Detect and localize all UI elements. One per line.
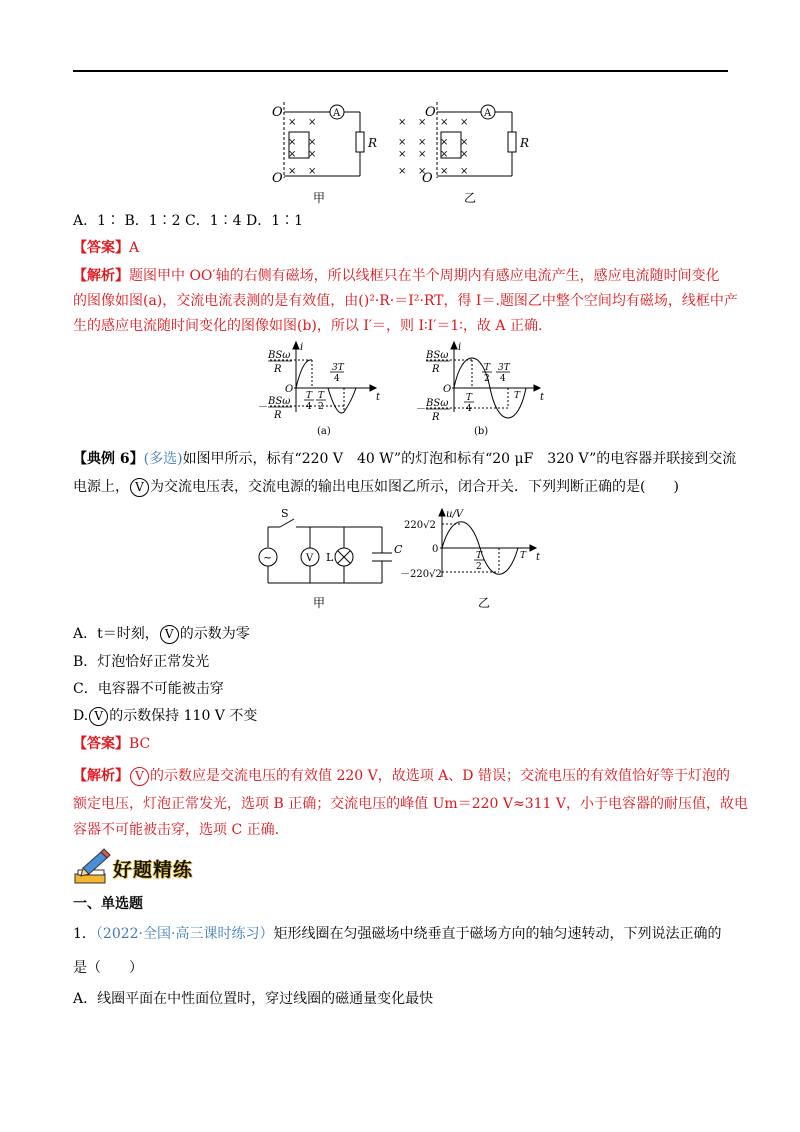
label-o-prime-right: O — [422, 171, 433, 186]
svg-text:×: × — [418, 137, 427, 148]
analysis-1-line-2: 的图像如图(a)，交流电流表测的是有效值，由()²·R·＝I²·RT，得 I＝.题图乙中整个空间均有磁场，线框中产 — [73, 293, 738, 309]
magnetic-field-crosses-right — [398, 117, 468, 177]
graph-a-3t: 3T — [332, 363, 344, 373]
label-o-bottom-left: O — [272, 171, 283, 186]
graph-b-two: 2 — [484, 374, 490, 384]
option-a-text: t＝时刻， — [97, 626, 159, 642]
voltmeter-symbol: V — [89, 707, 108, 726]
graph-b-bsw-top: BSω — [426, 350, 449, 361]
svg-text:×: × — [440, 117, 449, 128]
analysis-text: 题图甲中 OO′轴的右侧有磁场，所以线框只在半个周期内有感应电流产生，感应电流随时间变化 — [129, 268, 720, 284]
example-6-text-b: 为交流电压表，交流电源的输出电压如图乙所示，闭合开关．下列判断正确的是( ) — [150, 479, 679, 495]
svg-text:×: × — [398, 137, 407, 148]
svg-text:×: × — [460, 137, 469, 148]
graph-b-t-half: T — [484, 363, 491, 373]
example-6-text: 如图甲所示，标有“220 V 40 W”的灯泡和标有“20 μF 320 V”的电容器并联接到交流 — [182, 451, 737, 467]
caption-a: (a) — [317, 426, 331, 437]
graph-b-four-b: 4 — [500, 374, 506, 384]
question-1-option-a: A．线圈平面在中性面位置时，穿过线圈的磁通量变化最快 — [73, 991, 434, 1007]
voltage-t-half: T — [476, 551, 483, 561]
option-a-prefix: A． — [73, 626, 98, 642]
example-6-tag: 【典例 6】 — [73, 451, 144, 467]
answer-tag: 【答案】 — [73, 240, 129, 256]
graph-a-origin: O — [285, 384, 294, 395]
svg-text:×: × — [418, 166, 427, 177]
svg-text:×: × — [440, 149, 449, 160]
analysis-2-line-1 — [73, 766, 730, 786]
label-o-top-right: O — [425, 105, 436, 120]
caption-b: (b) — [474, 426, 489, 437]
analysis-tag: 【解析】 — [73, 768, 129, 784]
svg-text:×: × — [308, 117, 317, 128]
answer-value: BC — [129, 736, 151, 752]
graph-a-r-bottom: R — [274, 410, 282, 421]
svg-text:×: × — [308, 166, 317, 177]
svg-text:×: × — [398, 149, 407, 160]
question-number: 1． — [73, 926, 96, 942]
option-d-text: 的示数保持 110 V 不变 — [109, 708, 258, 724]
option-6-b: B．灯泡恰好正常发光 — [73, 654, 210, 670]
svg-text:×: × — [288, 137, 297, 148]
graph-b-neg: － — [416, 404, 426, 415]
caption-yi-fig1: 乙 — [464, 191, 477, 205]
graph-a-r-top: R — [274, 364, 282, 375]
figure-ac-circuit-and-voltage — [0, 505, 800, 620]
answer-1 — [73, 238, 139, 258]
multi-choice-tag: (多选) — [143, 451, 183, 467]
figure-current-graphs — [0, 340, 800, 440]
analysis-1-line-1 — [73, 266, 720, 286]
graph-a-two: 2 — [318, 402, 324, 412]
switch-label: S — [281, 507, 289, 520]
graph-b-bsw-bottom: BSω — [426, 398, 449, 409]
svg-text:×: × — [398, 166, 407, 177]
section-banner — [73, 848, 208, 888]
svg-text:×: × — [460, 117, 469, 128]
svg-text:×: × — [288, 117, 297, 128]
caption-yi-fig3: 乙 — [478, 596, 491, 610]
option-6-a — [73, 624, 250, 644]
graph-b-T: T — [514, 391, 521, 401]
example-6-line-1 — [73, 449, 736, 469]
resistor-label-left: R — [368, 136, 378, 150]
circuit-yi — [437, 102, 516, 178]
option-6-c: C．电容器不可能被击穿 — [73, 681, 224, 697]
svg-text:×: × — [398, 117, 407, 128]
graph-b-four: 4 — [466, 404, 472, 414]
analysis-2-line-2: 额定电压，灯泡正常发光，选项 B 正确；交流电压的峰值 Um＝220 V≈311 V，小于电容器的耐压值，故电 — [73, 796, 749, 812]
graph-a-t-half: T — [318, 391, 325, 401]
svg-text:×: × — [308, 149, 317, 160]
voltage-top-value: 220√2 — [404, 520, 436, 531]
graph-a-axis-t: t — [376, 392, 381, 403]
example-6-line-2 — [73, 477, 679, 497]
banner-title: 好题精练 — [113, 859, 194, 881]
voltage-T: T — [520, 551, 527, 561]
capacitor-label: C — [394, 543, 403, 556]
section-single-choice: 一、单选题 — [73, 896, 143, 912]
voltmeter-symbol: V — [130, 767, 149, 786]
voltmeter-symbol: V — [160, 625, 179, 644]
graph-a-neg: － — [258, 402, 268, 413]
label-o-top-left: O — [272, 105, 283, 120]
voltage-two: 2 — [476, 562, 482, 572]
source-symbol: ~ — [263, 551, 273, 564]
resistor-label-right: R — [520, 136, 530, 150]
voltage-zero: 0 — [432, 544, 439, 555]
analysis-tag: 【解析】 — [73, 268, 129, 284]
ammeter-label-right: A — [484, 108, 492, 119]
graph-b-axis-t: t — [540, 392, 545, 403]
analysis-text: 的示数应是交流电压的有效值 220 V，故选项 A、D 错误；交流电压的有效值恰好等于灯泡的 — [150, 768, 730, 784]
svg-text:×: × — [460, 166, 469, 177]
analysis-1-line-3: 生的感应电流随时间变化的图像如图(b)，所以 I′＝，则 I∶I′＝1∶，故 A 正确. — [73, 318, 543, 334]
analysis-2-line-3: 容器不可能被击穿，选项 C 正确. — [73, 822, 280, 838]
svg-text:×: × — [440, 137, 449, 148]
graph-b-t-quarter: T — [466, 393, 473, 403]
voltage-axis-t: t — [536, 552, 541, 563]
svg-text:×: × — [418, 117, 427, 128]
graph-a-bsw-top: BSω — [268, 350, 291, 361]
option-d-prefix: D. — [73, 708, 89, 724]
magnetic-field-crosses-left — [288, 117, 316, 177]
caption-jia-fig3: 甲 — [313, 596, 326, 610]
svg-text:×: × — [288, 166, 297, 177]
answer-2 — [73, 734, 150, 754]
graph-a-axis-i: i — [300, 342, 304, 353]
answer-value: A — [129, 240, 140, 256]
graph-b-3t: 3T — [498, 363, 510, 373]
question-source: （2022·全国·高三课时练习） — [95, 926, 274, 942]
voltmeter-symbol: V — [130, 478, 149, 497]
caption-jia-fig1: 甲 — [313, 191, 326, 205]
option-a-tail: 的示数为零 — [179, 626, 250, 642]
voltage-axis-label: u/V — [446, 509, 464, 520]
graph-b-axis-i: i — [458, 342, 462, 353]
example-6-text-a: 电源上， — [73, 479, 129, 495]
svg-text:×: × — [308, 137, 317, 148]
answer-tag: 【答案】 — [73, 736, 129, 752]
question-1-line-1 — [73, 924, 721, 944]
graph-a-four: 4 — [306, 402, 312, 412]
header-rule — [73, 70, 728, 72]
question-text: 矩形线圈在匀强磁场中绕垂直于磁场方向的轴匀速转动，下列说法正确的 — [273, 926, 722, 942]
svg-text:×: × — [418, 149, 427, 160]
question-options: A．1∶ B．1∶2 C．1∶4 D．1∶1 — [73, 213, 304, 229]
graph-b-r-bottom: R — [432, 412, 440, 423]
graph-a-four-b: 4 — [334, 374, 340, 384]
ammeter-label-left: A — [333, 108, 341, 119]
question-1-line-2: 是（ ） — [73, 960, 143, 976]
graph-b-origin: O — [443, 384, 452, 395]
graph-b-r-top: R — [432, 364, 440, 375]
svg-text:×: × — [440, 166, 449, 177]
graph-a-t-quarter: T — [306, 391, 313, 401]
voltage-bottom-value: －220√2 — [400, 569, 442, 580]
svg-text:×: × — [460, 149, 469, 160]
graph-a-bsw-bottom: BSω — [268, 396, 291, 407]
lamp-label: L — [326, 551, 334, 564]
pencil-book-icon — [73, 848, 113, 886]
voltmeter-label-fig: V — [306, 553, 314, 564]
option-6-d — [73, 706, 257, 726]
svg-text:×: × — [288, 149, 297, 160]
